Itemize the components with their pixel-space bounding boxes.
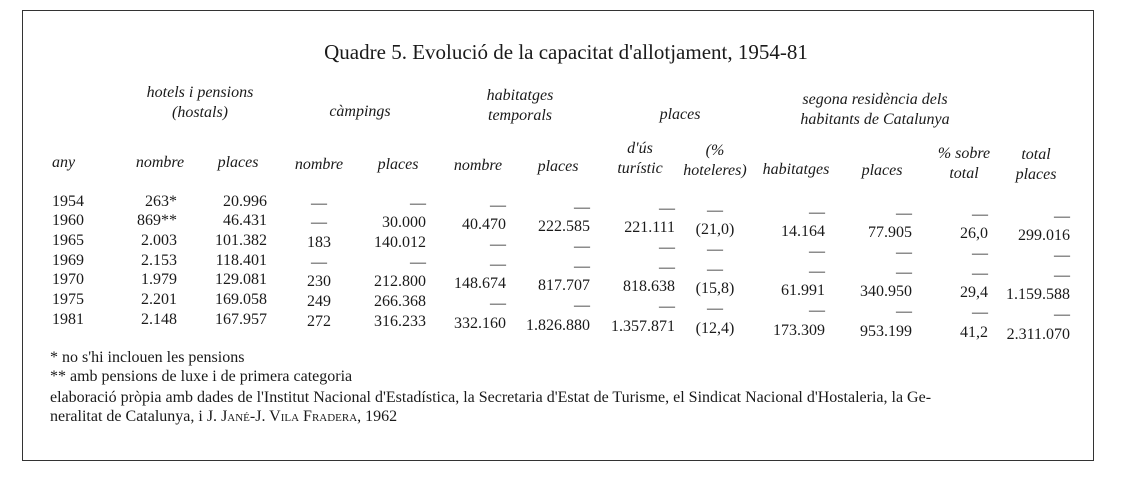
note-4-start: neralitat de Catalunya, i J. [50, 408, 222, 425]
note-2: ** amb pensions de luxe i de primera categoria [50, 368, 353, 385]
table-cell: — [410, 254, 426, 271]
table-cell: — [707, 261, 723, 278]
col-total-places [1000, 145, 1072, 185]
table-cell: 953.199 [860, 323, 912, 340]
table-cell: 1981 [52, 311, 84, 328]
table-cell: 340.950 [860, 283, 912, 300]
col-sobre-total [928, 144, 1000, 184]
table-cell: — [1054, 208, 1070, 225]
table-cell: 1969 [52, 252, 84, 269]
table-cell: — [1054, 247, 1070, 264]
table-cell: 41,2 [960, 324, 988, 341]
table-cell: — [659, 239, 675, 256]
header-segona-line2: habitants de Catalunya [800, 111, 950, 128]
table-cell: — [707, 241, 723, 258]
note-4-authors: Jané-J. Vila Fradera [221, 408, 358, 425]
table-cell: — [972, 245, 988, 262]
table-cell: 118.401 [215, 252, 267, 269]
table-cell: 316.233 [374, 313, 426, 330]
table-cell: — [659, 200, 675, 217]
table-cell: (12,4) [695, 320, 735, 337]
table-cell: 77.905 [868, 224, 912, 241]
table-cell: 46.431 [223, 212, 267, 229]
col-total-line1: total [1021, 146, 1051, 163]
header-segona [770, 90, 980, 130]
table-cell: 20.996 [223, 193, 267, 210]
col-sobre-line1: % sobre [937, 145, 991, 162]
col-segona-places: places [861, 162, 903, 179]
table-cell: 299.016 [1018, 227, 1070, 244]
header-habitatges-line1: habitatges [486, 87, 554, 104]
col-hotels-places: places [217, 154, 259, 171]
table-cell: 26,0 [960, 225, 988, 242]
col-hotels-nombre: nombre [135, 154, 185, 171]
table-cell: 2.153 [141, 252, 177, 269]
table-cell: — [972, 304, 988, 321]
table-cell: — [896, 264, 912, 281]
table-cell: 30.000 [382, 214, 426, 231]
table-cell: 222.585 [538, 218, 590, 235]
table-cell: (21,0) [695, 221, 735, 238]
table-cell: 167.957 [215, 311, 267, 328]
table-cell: 1970 [52, 271, 84, 288]
table-cell: — [574, 199, 590, 216]
table-cell: — [809, 243, 825, 260]
table-cell: 148.674 [454, 275, 506, 292]
header-campings: càmpings [329, 103, 391, 120]
col-total-line2: places [1015, 166, 1057, 183]
table-cell: 1.357.871 [611, 318, 675, 335]
col-us-turistic [605, 139, 675, 179]
table-cell: 1975 [52, 291, 84, 308]
table-cell: — [311, 195, 327, 212]
note-1: * no s'hi inclouen les pensions [50, 349, 245, 366]
table-cell: — [1054, 267, 1070, 284]
table-cell: — [1054, 306, 1070, 323]
table-cell: 817.707 [538, 277, 590, 294]
table-cell: — [707, 300, 723, 317]
table-cell: 272 [307, 313, 331, 330]
col-pct-line1: (% [705, 142, 725, 159]
table-cell: 1954 [52, 193, 84, 210]
table-cell: 169.058 [215, 291, 267, 308]
table-cell: — [809, 204, 825, 221]
table-cell: — [659, 298, 675, 315]
header-habitatges-line2: temporals [488, 107, 552, 124]
table-cell: — [972, 206, 988, 223]
table-cell: 869** [137, 212, 177, 229]
col-any: any [52, 154, 76, 171]
table-cell: 183 [307, 234, 331, 251]
col-segona-habitatges: habitatges [762, 161, 830, 178]
table-cell: 140.012 [374, 234, 426, 251]
table-cell: 29,4 [960, 284, 988, 301]
table-cell: — [972, 265, 988, 282]
note-4-end: , 1962 [357, 408, 398, 425]
table-cell: — [410, 195, 426, 212]
table-cell: 2.311.070 [1006, 326, 1070, 343]
table-cell: — [574, 258, 590, 275]
table-cell: — [574, 297, 590, 314]
table-cell: 1960 [52, 212, 84, 229]
table-cell: 173.309 [773, 322, 825, 339]
table-cell: — [490, 295, 506, 312]
table-cell: 332.160 [454, 315, 506, 332]
table-cell: 1.979 [141, 271, 177, 288]
table-cell: — [896, 244, 912, 261]
table-cell: 212.800 [374, 273, 426, 290]
table-cell: — [896, 205, 912, 222]
table-cell: 2.148 [141, 311, 177, 328]
table-cell: — [490, 256, 506, 273]
table-cell: — [574, 238, 590, 255]
table-cell: (15,8) [695, 280, 735, 297]
col-pct-hoteleres [675, 141, 755, 181]
col-sobre-line2: total [949, 165, 979, 182]
table-cell: — [809, 302, 825, 319]
table-cell: — [707, 202, 723, 219]
note-4 [50, 408, 397, 426]
header-habitatges [455, 86, 585, 126]
col-us-line2: turístic [617, 160, 663, 177]
table-cell: — [490, 197, 506, 214]
col-temporals-places: places [537, 158, 579, 175]
col-pct-line2: hoteleres) [683, 162, 747, 179]
table-cell: — [311, 214, 327, 231]
note-3: elaboració pròpia amb dades de l'Institut Nacional d'Estadística, la Secretaria d'Estat de Turisme, el Sindicat Nacional d'Hostaleria, la Ge- [50, 389, 932, 406]
table-cell: — [809, 263, 825, 280]
table-cell: — [311, 254, 327, 271]
table-cell: 14.164 [781, 223, 825, 240]
table-cell: 1.159.588 [1006, 286, 1070, 303]
header-hotels [125, 83, 275, 123]
table-cell: 61.991 [781, 282, 825, 299]
table-cell: 2.201 [141, 291, 177, 308]
header-segona-line1: segona residència dels [802, 91, 948, 108]
table-cell: — [659, 259, 675, 276]
table-cell: — [490, 236, 506, 253]
col-temporals-nombre: nombre [453, 157, 503, 174]
header-hotels-line2: (hostals) [172, 104, 228, 121]
col-us-line1: d'ús [627, 140, 653, 157]
table-title: Quadre 5. Evolució de la capacitat d'allotjament, 1954-81 [324, 40, 808, 64]
table-cell: 221.111 [624, 219, 675, 236]
header-places: places [659, 106, 701, 123]
table-cell: 263* [145, 193, 177, 210]
table-cell: 2.003 [141, 232, 177, 249]
table-cell: 1965 [52, 232, 84, 249]
table-cell: 101.382 [215, 232, 267, 249]
table-cell: — [896, 303, 912, 320]
table-cell: 1.826.880 [526, 317, 590, 334]
header-hotels-line1: hotels i pensions [146, 84, 254, 101]
table-cell: 818.638 [623, 278, 675, 295]
col-campings-nombre: nombre [294, 156, 344, 173]
table-cell: 266.368 [374, 293, 426, 310]
table-cell: 40.470 [462, 216, 506, 233]
col-campings-places: places [377, 156, 419, 173]
table-cell: 129.081 [215, 271, 267, 288]
table-cell: 230 [307, 273, 331, 290]
table-cell: 249 [307, 293, 331, 310]
